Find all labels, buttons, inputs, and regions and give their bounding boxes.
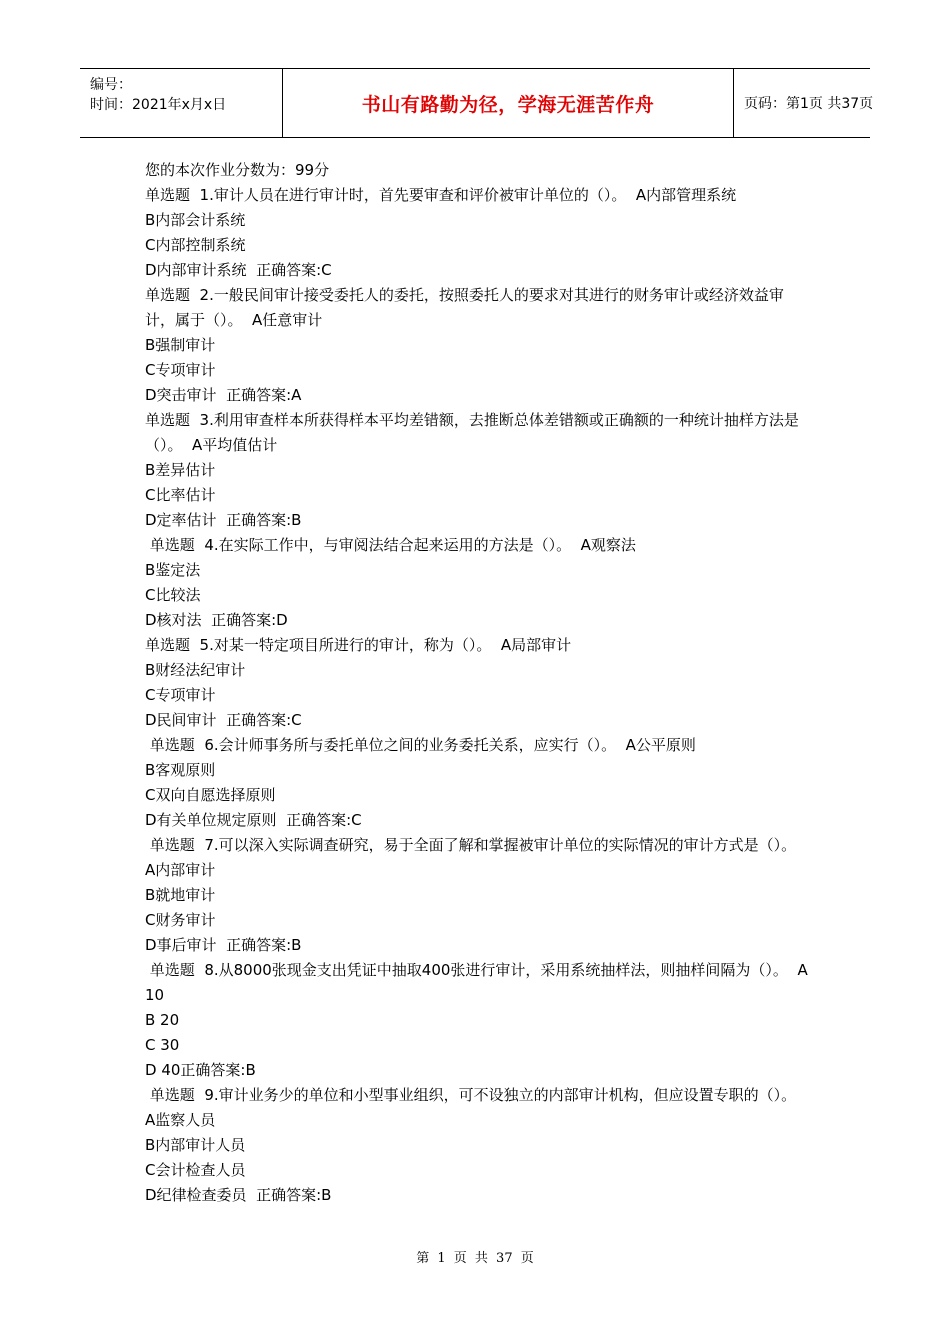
page-header <box>80 68 874 138</box>
text-line: D突击审计 正确答案:A <box>145 386 302 404</box>
text-line: 单选题 2.一般民间审计接受委托人的委托，按照委托人的要求对其进行的财务审计或经济效益审计，属于（）。 A任意审计 <box>145 286 784 329</box>
text-line: 单选题 7.可以深入实际调查研究，易于全面了解和掌握被审计单位的实际情况的审计方式是（）。 A内部审计 <box>145 836 806 879</box>
text-line: 单选题 4.在实际工作中，与审阅法结合起来运用的方法是（）。 A观察法 <box>145 536 636 554</box>
text-line: 单选题 6.会计师事务所与委托单位之间的业务委托关系，应实行（）。 A公平原则 <box>145 736 696 754</box>
text-line: D定率估计 正确答案:B <box>145 511 302 529</box>
document-body <box>145 158 813 1208</box>
text-line: B 20 <box>145 1011 180 1029</box>
text-line: 单选题 8.从8000张现金支出凭证中抽取400张进行审计，采用系统抽样法，则抽样间隔为（）。 A 10 <box>145 961 813 1004</box>
time-label: 时间：2021年x月x日 <box>90 97 227 113</box>
text-line: B内部审计人员 <box>145 1136 246 1154</box>
text-line: B财经法纪审计 <box>145 661 246 679</box>
text-line: D内部审计系统 正确答案:C <box>145 261 332 279</box>
text-line: D事后审计 正确答案:B <box>145 936 302 954</box>
text-line: C 30 <box>145 1036 180 1054</box>
text-line: D 40正确答案:B <box>145 1061 256 1079</box>
text-line: B就地审计 <box>145 886 216 904</box>
text-line: C专项审计 <box>145 361 216 379</box>
text-line: B强制审计 <box>145 336 216 354</box>
motto: 书山有路勤为径，学海无涯苦作舟 <box>282 69 734 137</box>
text-line: C双向自愿选择原则 <box>145 786 276 804</box>
page-footer: 第 1 页 共 37 页 <box>416 1251 534 1266</box>
text-line: C会计检查人员 <box>145 1161 246 1179</box>
text-line: 您的本次作业分数为：99分 <box>145 161 330 179</box>
text-line: B客观原则 <box>145 761 216 779</box>
text-line: C财务审计 <box>145 911 216 929</box>
text-line: 单选题 9.审计业务少的单位和小型事业组织，可不设独立的内部审计机构，但应设置专职的（）。 A监察人员 <box>145 1086 806 1129</box>
number-label: 编号： <box>90 77 132 93</box>
text-line: 单选题 5.对某一特定项目所进行的审计，称为（）。 A局部审计 <box>145 636 572 654</box>
text-line: B差异估计 <box>145 461 216 479</box>
text-line: D有关单位规定原则 正确答案:C <box>145 811 362 829</box>
header-meta <box>80 69 282 137</box>
text-line: D纪律检查委员 正确答案:B <box>145 1186 332 1204</box>
text-line: D核对法 正确答案:D <box>145 611 288 629</box>
text-line: C专项审计 <box>145 686 216 704</box>
text-line: B内部会计系统 <box>145 211 246 229</box>
text-line: C内部控制系统 <box>145 236 246 254</box>
text-line: B鉴定法 <box>145 561 201 579</box>
text-line: 单选题 1.审计人员在进行审计时，首先要审查和评价被审计单位的（）。 A内部管理系统 <box>145 186 737 204</box>
text-line: D民间审计 正确答案:C <box>145 711 302 729</box>
page-info: 页码：第1页 共37页 <box>744 96 874 112</box>
text-line: 单选题 3.利用审查样本所获得样本平均差错额，去推断总体差错额或正确额的一种统计抽样方法是（）。 A平均值估计 <box>145 411 799 454</box>
text-line: C比率估计 <box>145 486 216 504</box>
text-line: C比较法 <box>145 586 201 604</box>
